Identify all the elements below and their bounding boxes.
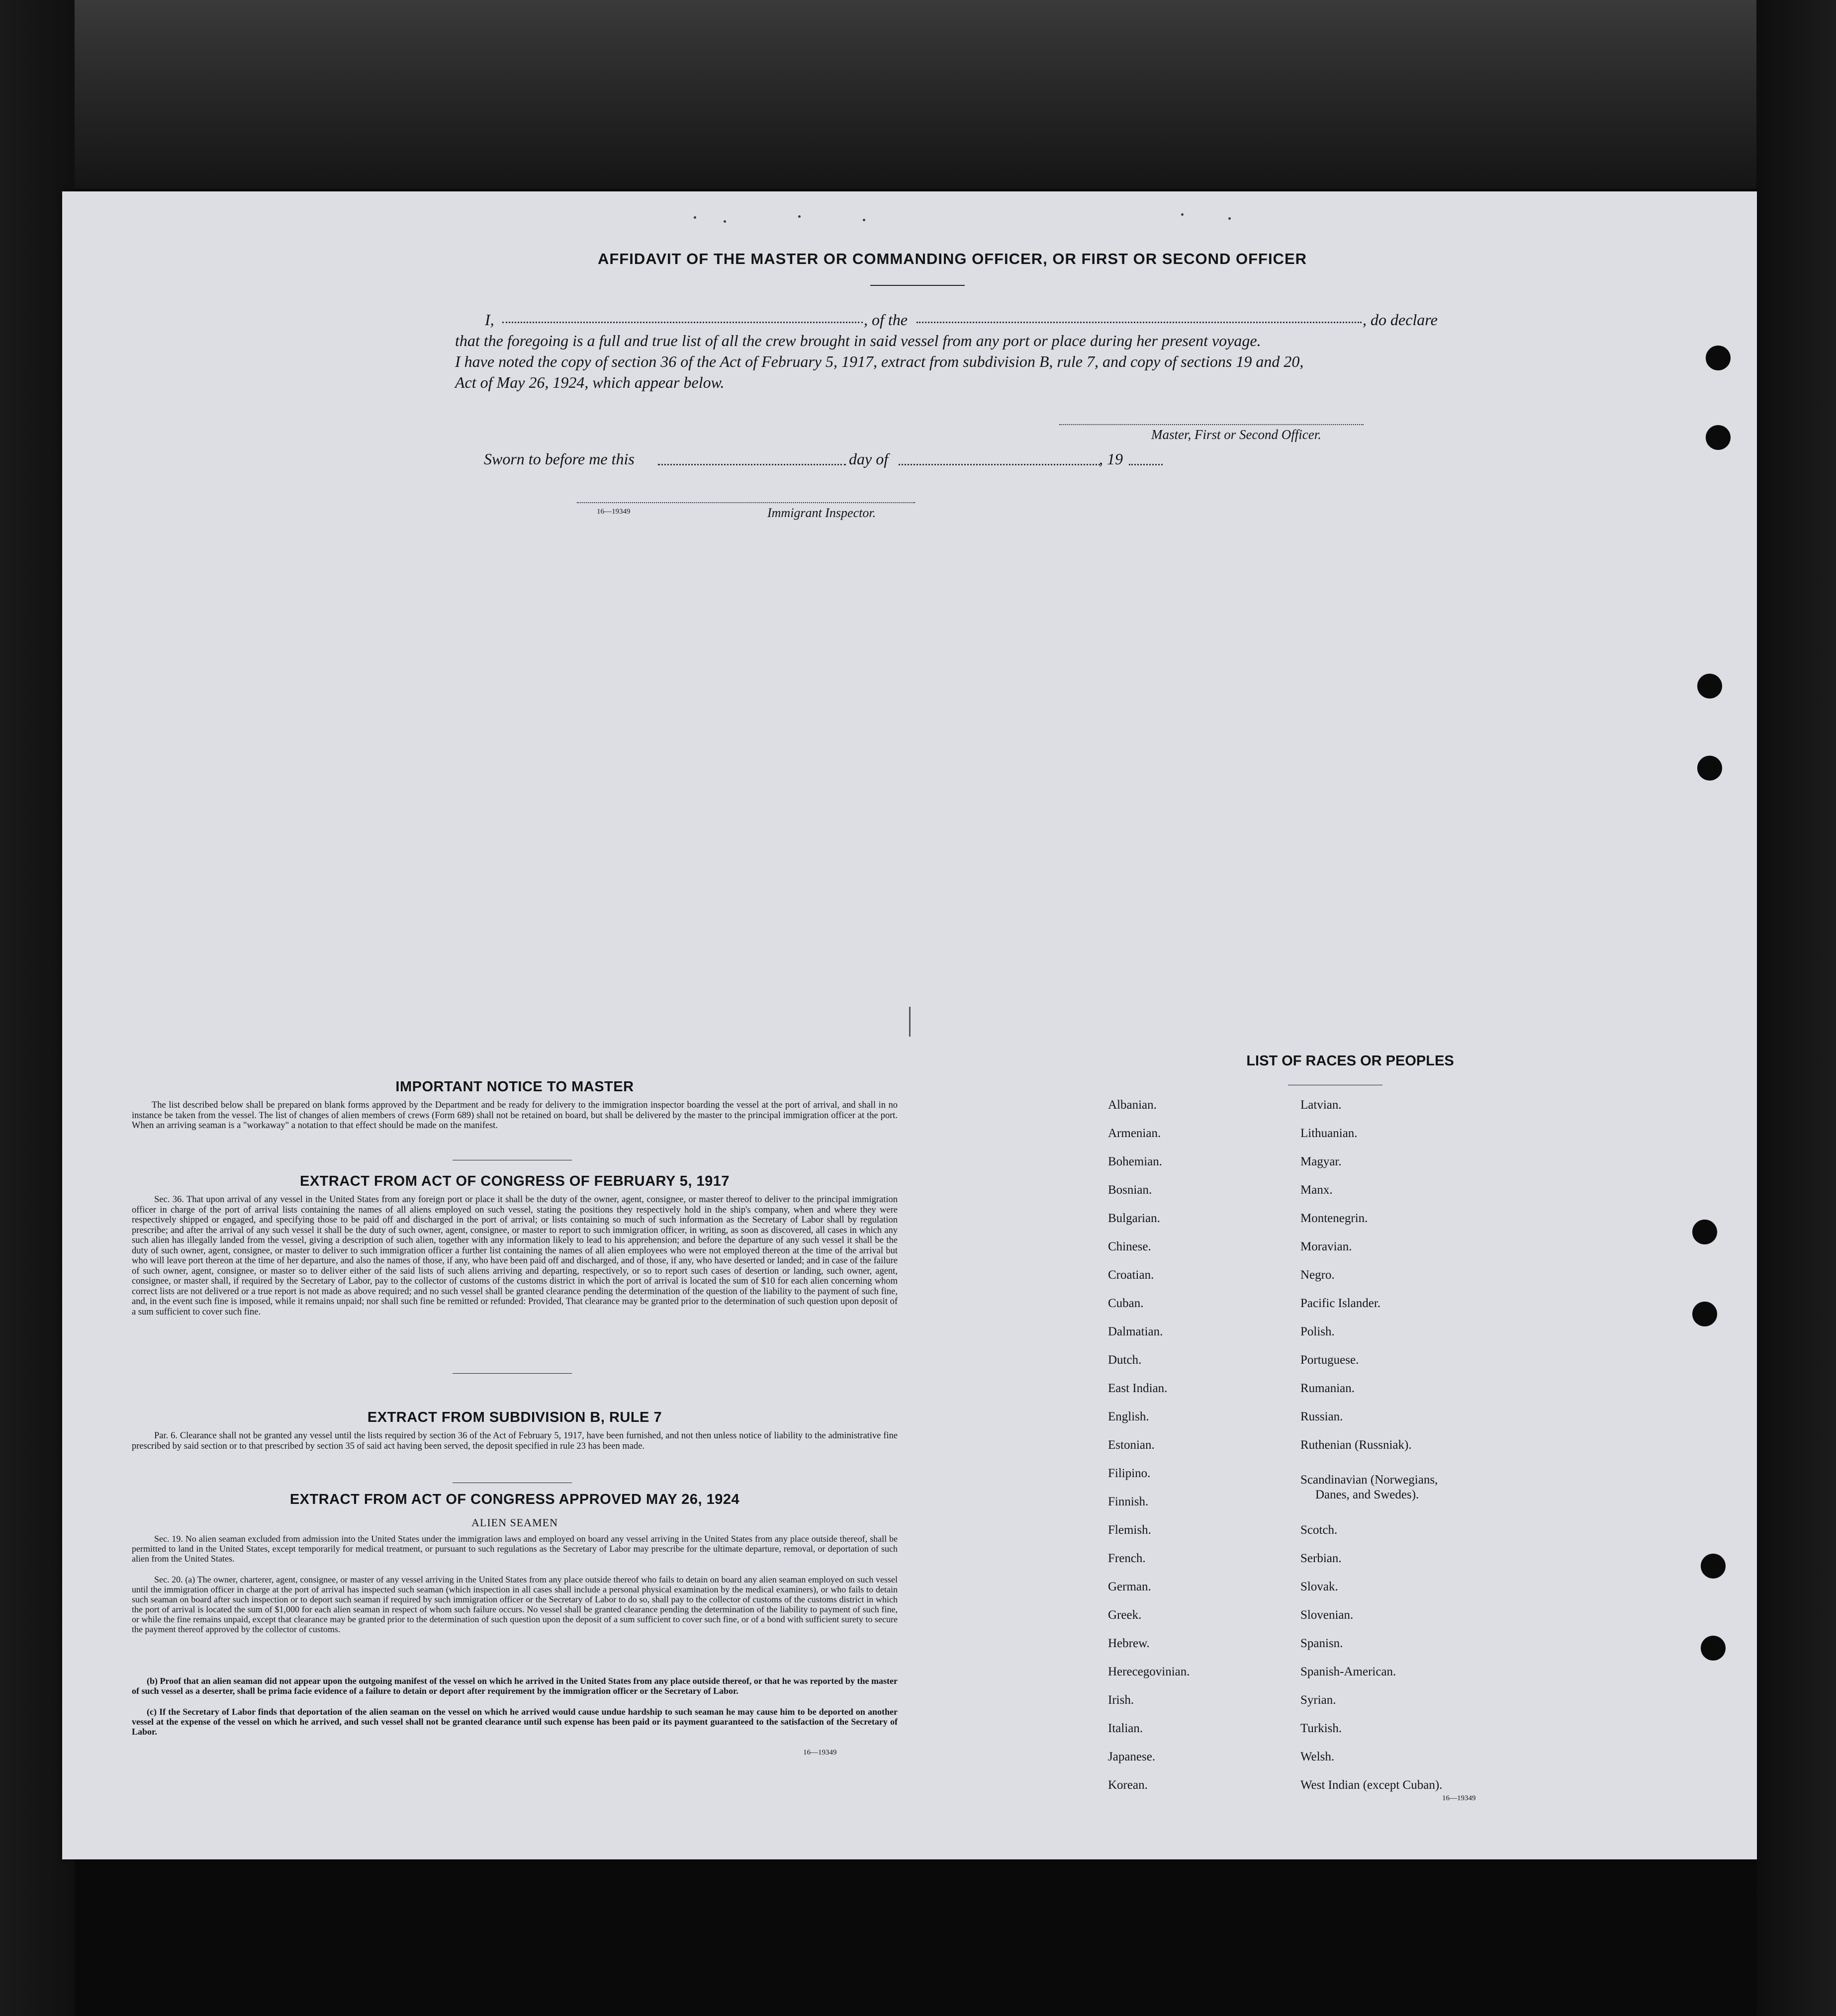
day-of-label: day of bbox=[849, 450, 889, 468]
paper-speck bbox=[1228, 217, 1231, 220]
race-item: Flemish. bbox=[1108, 1523, 1151, 1537]
race-item: Montenegrin. bbox=[1300, 1212, 1368, 1225]
affidavit-line-4: Act of May 26, 1924, which appear below. bbox=[455, 373, 725, 391]
affidavit-form-number: 16—19349 bbox=[597, 508, 631, 516]
race-item: Irish. bbox=[1108, 1693, 1134, 1707]
race-item: Ruthenian (Russniak). bbox=[1300, 1438, 1412, 1452]
race-item: Cuban. bbox=[1108, 1297, 1144, 1310]
vessel-blank-line[interactable] bbox=[917, 322, 1362, 323]
affidavit-line-3: I have noted the copy of section 36 of the Act of February 5, 1917, extract from subdivision B, rule 7, and copy of sections 19 and 20, bbox=[455, 352, 1304, 370]
race-item: Slovak. bbox=[1300, 1580, 1338, 1593]
race-item: Estonian. bbox=[1108, 1438, 1155, 1452]
race-item: Magyar. bbox=[1300, 1155, 1342, 1168]
sec-20a-body: Sec. 20. (a) The owner, charterer, agent, consignee, or master of any vessel arriving in the United States from any place outside thereof who fails to detain on board any alien seaman employed on such vessel until the immigration officer in charge at the port of arrival has inspected such seaman (which inspection in all cases shall include a personal physical examination by the medical examiners), or who fails to detain such seaman on board after such inspection or to deport such seaman if required by such immigration officer or the Secretary of Labor to do so, shall pay to the collector of customs of the customs district in which the port of arrival is located the sum of $1,000 for each alien seaman in respect of whom such failure occurs. No vessel shall be granted clearance pending the determination of the liability to payment of such fine, or while the fine remains unpaid, except that clearance may be granted prior to the determination of such question upon the deposit of a sum sufficient to cover such fine, or of a bond with sufficient surety to secure the payment thereof approved by the collector of customs. bbox=[132, 1575, 898, 1634]
punch-hole bbox=[1706, 346, 1731, 370]
subdivision-b-title: EXTRACT FROM SUBDIVISION B, RULE 7 bbox=[367, 1409, 662, 1425]
notice-title: IMPORTANT NOTICE TO MASTER bbox=[395, 1079, 634, 1095]
race-item: Bulgarian. bbox=[1108, 1212, 1160, 1225]
race-item: Korean. bbox=[1108, 1778, 1148, 1792]
race-item: Pacific Islander. bbox=[1300, 1297, 1381, 1310]
paper-speck bbox=[863, 219, 865, 221]
race-item: Turkish. bbox=[1300, 1722, 1342, 1735]
race-item: Filipino. bbox=[1108, 1467, 1151, 1480]
scan-background-right bbox=[1756, 0, 1836, 2016]
race-item: Bosnian. bbox=[1108, 1183, 1152, 1197]
title-rule bbox=[870, 285, 965, 286]
race-item: German. bbox=[1108, 1580, 1151, 1593]
affidavit-title: AFFIDAVIT OF THE MASTER OR COMMANDING OFFICER, OR FIRST OR SECOND OFFICER bbox=[597, 250, 1307, 267]
race-item: Spanish-American. bbox=[1300, 1665, 1396, 1678]
race-item: Greek. bbox=[1108, 1608, 1142, 1622]
form-sheet bbox=[62, 191, 1757, 1859]
sworn-day-blank[interactable] bbox=[658, 464, 846, 465]
race-item: Moravian. bbox=[1300, 1240, 1352, 1253]
race-item: Latvian. bbox=[1300, 1098, 1342, 1112]
race-item: Syrian. bbox=[1300, 1693, 1336, 1707]
punch-hole bbox=[1692, 1302, 1717, 1326]
race-item: Hebrew. bbox=[1108, 1637, 1150, 1650]
race-item: Finnish. bbox=[1108, 1495, 1149, 1508]
scan-background-top bbox=[0, 0, 1836, 189]
race-item: Bohemian. bbox=[1108, 1155, 1163, 1168]
races-form-number: 16—19349 bbox=[1442, 1794, 1476, 1802]
race-item: Danes, and Swedes). bbox=[1315, 1488, 1419, 1501]
extract-1924-title: EXTRACT FROM ACT OF CONGRESS APPROVED MAY 26, 1924 bbox=[289, 1491, 740, 1507]
race-item: French. bbox=[1108, 1552, 1146, 1565]
extract-1917-body: Sec. 36. That upon arrival of any vessel in the United States from any foreign port or place it shall be the duty of the owner, agent, consignee, or master thereof to deliver to the principal immigration officer in charge of the port of arrival lists containing the names of all aliens employed on such vessel, stating the positions they respectively hold in the ship's company, when and where they were respectively shipped or engaged, and specifying those to be paid off and discharged in the port of arrival; or lists containing so much of such information as the Secretary of Labor shall by regulation prescribe; and after the arrival of any such vessel it shall be the duty of such owner, agent, consignee, or master to report to such immigration officer, in writing, as soon as discovered, all cases in which any such alien has illegally landed from the vessel, giving a description of such alien, together with any information likely to lead to his apprehension; and before the departure of any such vessel it shall be the duty of such owner, agent, consignee, or master to deliver to such immigration officer a further list containing the names of all alien employees who were not employed thereon at the time of the arrival but who will leave port thereon at the time of her departure, and also the names of those, if any, who have been paid off and discharged, and of those, if any, who have deserted or landed; and in case of the failure of such owner, agent, consignee, or master so to deliver either of the said lists of such aliens arriving and departing, respectively, or so to report such cases of desertion or landing, such owner, agent, consignee, or master shall, if required by the Secretary of Labor, pay to the collector of customs of the customs district in which the port of arrival is located the sum of $10 for each alien concerning whom correct lists are not delivered or a true report is not made as above required; and no such vessel shall be granted clearance pending the determination of the question of the liability to the payment of such fine, and, in the event such fine is imposed, while it remains unpaid; nor shall such fine be remitted or refunded: Provided, That clearance may be granted prior to the determination of such question upon deposit of a sum sufficient to cover such fine. bbox=[132, 1195, 898, 1317]
sec-20c-body: (c) If the Secretary of Labor finds that deportation of the alien seaman on the vessel on which he arrived would cause undue hardship to such seaman he may cause him to be deported on another vessel at the expense of the vessel on which he arrived, and such vessel shall not be granted clearance until such expense has been paid or its payment guaranteed to the satisfaction of the Secretary of Labor. bbox=[132, 1707, 898, 1737]
punch-hole bbox=[1701, 1636, 1726, 1661]
punch-hole bbox=[1701, 1554, 1726, 1578]
paper-speck bbox=[724, 220, 726, 223]
race-item: Japanese. bbox=[1108, 1750, 1156, 1763]
punch-hole bbox=[1697, 674, 1722, 699]
punch-hole bbox=[1692, 1220, 1717, 1244]
race-item: Welsh. bbox=[1300, 1750, 1335, 1763]
race-item: Italian. bbox=[1108, 1722, 1143, 1735]
race-item: Albanian. bbox=[1108, 1098, 1157, 1112]
section-rule bbox=[453, 1373, 572, 1374]
races-title: LIST OF RACES OR PEOPLES bbox=[1246, 1053, 1454, 1069]
affidavit-do-declare: , do declare bbox=[1363, 311, 1438, 329]
punch-hole bbox=[1706, 425, 1731, 450]
inspector-signature-line[interactable] bbox=[577, 502, 915, 503]
affidavit-i-label: I, bbox=[485, 311, 494, 329]
race-item: Manx. bbox=[1300, 1183, 1333, 1197]
race-item: Russian. bbox=[1300, 1410, 1343, 1423]
affidavit-of-the: , of the bbox=[864, 311, 908, 329]
race-item: Scotch. bbox=[1300, 1523, 1338, 1537]
year-prefix-label: , 19 bbox=[1099, 450, 1123, 468]
paper-speck bbox=[798, 215, 801, 218]
race-item: Portuguese. bbox=[1300, 1353, 1359, 1367]
race-item: Herecegovinian. bbox=[1108, 1665, 1190, 1678]
notice-body: The list described below shall be prepared on blank forms approved by the Department and be ready for delivery to the immigration inspector boarding the vessel at the port of arrival, and shall in no instance be taken from the vessel. The list of changes of alien members of crews (Form 689) shall not be retained on board, but shall be delivered by the master to the principal immigration officer at the port. When an arriving seaman is a "workaway" a notation to that effect should be made on the manifest. bbox=[132, 1100, 898, 1131]
extract-1917-title: EXTRACT FROM ACT OF CONGRESS OF FEBRUARY 5, 1917 bbox=[299, 1173, 730, 1189]
race-item: West Indian (except Cuban). bbox=[1300, 1778, 1443, 1792]
sworn-label: Sworn to before me this bbox=[484, 450, 635, 468]
alien-seamen-subtitle: ALIEN SEAMEN bbox=[471, 1516, 558, 1529]
paper-speck bbox=[694, 216, 696, 219]
race-item: Serbian. bbox=[1300, 1552, 1342, 1565]
subdivision-b-body: Par. 6. Clearance shall not be granted any vessel until the lists required by section 36 of the Act of February 5, 1917, have been furnished, and not then unless notice of liability to the administrative fine prescribed by said section or to that prescribed by section 35 of said act having been served, the deposit specified in rule 23 has been made. bbox=[132, 1431, 898, 1451]
punch-hole bbox=[1697, 756, 1722, 781]
signature-blank-line[interactable] bbox=[1059, 424, 1364, 425]
paper-speck bbox=[1181, 213, 1184, 216]
race-item: Dalmatian. bbox=[1108, 1325, 1163, 1338]
sec-19-body: Sec. 19. No alien seaman excluded from admission into the United States under the immigration laws and employed on board any vessel arriving in the United States from any place outside thereof, shall be permitted to land in the United States, except temporarily for medical treatment, or pursuant to such regulations as the Secretary of Labor may prescribe for the ultimate departure, removal, or deportation of such alien from the United States. bbox=[132, 1534, 898, 1564]
race-item: Croatian. bbox=[1108, 1268, 1154, 1282]
race-item: East Indian. bbox=[1108, 1382, 1168, 1395]
race-item: Chinese. bbox=[1108, 1240, 1151, 1253]
race-item: Spanisn. bbox=[1300, 1637, 1343, 1650]
race-item: Polish. bbox=[1300, 1325, 1335, 1338]
race-item: English. bbox=[1108, 1410, 1149, 1423]
race-item: Rumanian. bbox=[1300, 1382, 1355, 1395]
race-item: Negro. bbox=[1300, 1268, 1335, 1282]
race-item: Armenian. bbox=[1108, 1127, 1161, 1140]
inspector-caption: Immigrant Inspector. bbox=[767, 506, 876, 520]
fold-mark bbox=[909, 1007, 911, 1037]
affidavit-line-2: that the foregoing is a full and true list of all the crew brought in said vessel from any port or place during her present voyage. bbox=[455, 332, 1261, 350]
sworn-month-blank[interactable] bbox=[899, 464, 1100, 465]
race-item: Slovenian. bbox=[1300, 1608, 1354, 1622]
race-item: Scandinavian (Norwegians, bbox=[1300, 1473, 1438, 1487]
sworn-year-blank[interactable] bbox=[1129, 464, 1163, 465]
extract-form-number: 16—19349 bbox=[803, 1749, 837, 1756]
sec-20b-body: (b) Proof that an alien seaman did not appear upon the outgoing manifest of the vessel on which he arrived in the United States from any place outside thereof, or that he was reported by the master of such vessel as a deserter, shall be prima facie evidence of a failure to detain or deport after requirement by the immigration officer or the Secretary of Labor. bbox=[132, 1676, 898, 1696]
race-item: Lithuanian. bbox=[1300, 1127, 1358, 1140]
race-item: Dutch. bbox=[1108, 1353, 1142, 1367]
signature-caption: Master, First or Second Officer. bbox=[1151, 427, 1321, 442]
name-blank-line[interactable] bbox=[502, 322, 863, 323]
